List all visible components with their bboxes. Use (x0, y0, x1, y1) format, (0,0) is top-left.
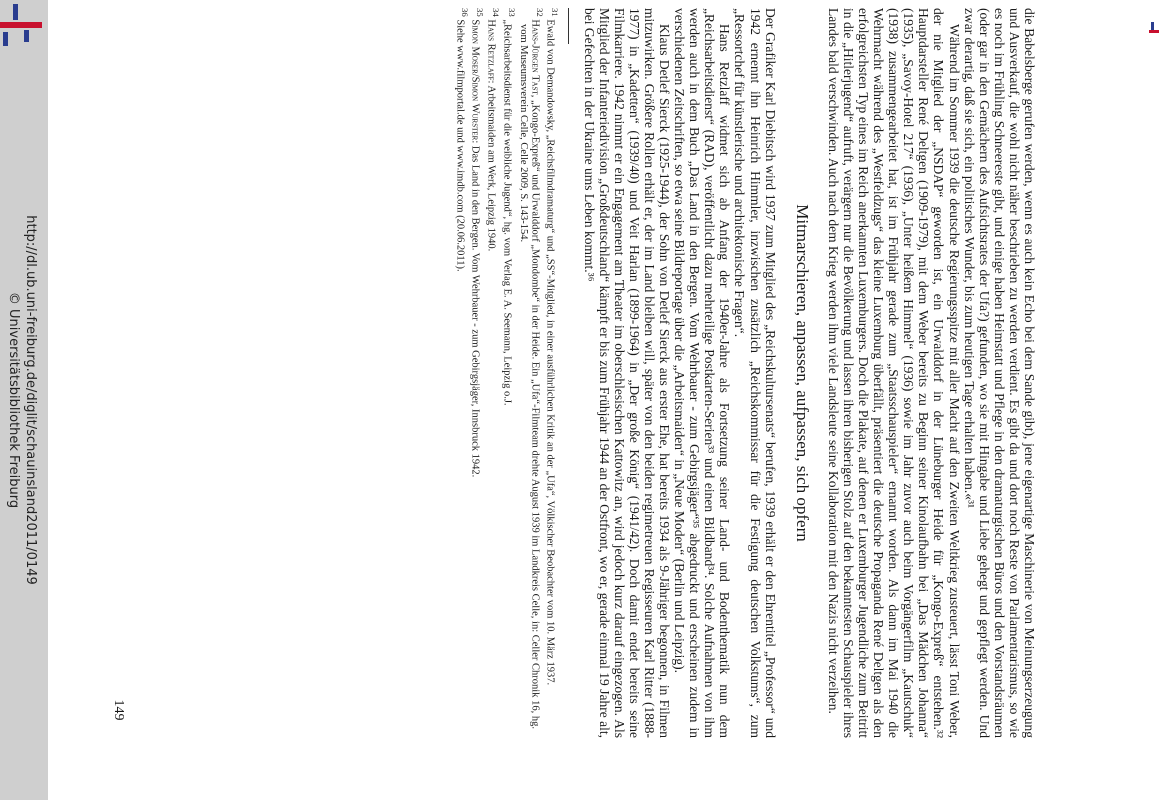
paragraph-weber-deltgen: Während im Sommer 1939 die deutsche Regierungsspitze mit aller Macht auf den Zweiten Weltkrieg zusteuert, lässt Toni Weber, der nie Mitglied der „NSDAP“ geworden ist, ein Urwalddorf in der Lüneburger Heide für „Kongo-Expreß“ entstehen.³² Hauptdarsteller René Deltgen (1909-1979), mit dem Weber bereits zu Beginn seiner Kinolaufbahn bei „Das Mädchen Johanna“ (1935), „Savoy-Hotel 217“ (1936), „Unter heißem Himmel“ (1936) sowie im Jahr zuvor auch beim Vorgängerfilm „Kautschuk“ (1938) zusammengearbeitet hat, ist im Frühjahr gerade zum „Staatsschauspieler“ ernannt worden. Als dann im Mai 1940 die Wehrmacht während des „Westfeldzugs“ das kleine Luxemburg überfällt, präsentiert die deutsche Propaganda René Deltgen als den erfolgreichsten Typ eines im Reich anerkannten Luxemburgers. Doch die Plakate, auf denen er Luxemburger Jugendliche zum Beitritt in die „Hitlerjugend“ aufruft, verärgern nur die Bevölkerung und lassen ihren bisherigen Stolz auf den bekanntesten Schauspieler ihres Landes bald verschwinden. Auch nach dem Krieg werden ihm viele Landsleute seine Kollaboration mit den Nazis nicht verzeihen. (825, 8, 962, 738)
paragraph-sierck: Klaus Detlef Sierck (1925-1944), der Sohn von Detlef Sierck aus erster Ehe, hat bereits 1934 als 9-Jähriger begonnen, in Filmen mitzuwirken. Größere Rollen erhält er, der im Land bleiben will, später von den beiden regimetreuen Regisseuren Karl Ritter (1888-1977) in „Kadetten“ (1939/40) und Veit Harlan (1899-1964) in „Der große König“ (1941/42). Doch damit endet bereits seine Filmkarriere. 1942 nimmt er ein Engagement am Theater im oberschlesischen Kattowitz an, wird jedoch kurz darauf eingezogen. Als Mitglied der Infanteriedivision „Großdeutschland“ kämpft er bis zum Frühjahr 1944 an der Ostfront, wo er, gerade einmal 19 Jahre alt, bei Gefechten in der Ukraine ums Leben kommt.³⁶ (581, 8, 673, 738)
footnote-33: $^{33}$ „Reichsarbeitsdienst für die weibliche Jugend“, hg. vom Verlag E. A. Seemann, Leipzig o.J. (501, 8, 518, 406)
provenance-footer (0, 0, 39, 800)
page-number: 149 (111, 699, 126, 721)
footnote-34: $^{34}$ Hans Retzlaff: Arbeitsmaiden am Werk, Leipzig 1940. (485, 8, 502, 252)
paragraph-diebitsch: Der Grafiker Karl Diebitsch wird 1937 zum Mitglied des „Reichskultursenats“ berufen, 1939 erhält er den Ehrentitel „Professor“ und 1942 ernennt ihn Heinrich Himmler, inzwischen zusätzlich „Reichskommissar für die Festigung deutschen Volkstums“, zum „Ressortchef für künstlerische und architektonische Fragen“. (732, 8, 778, 738)
section-heading: Mitmarschieren, anpassen, aufpassen, sich opfern (792, 204, 812, 542)
footnotes-list (454, 8, 561, 738)
paragraph-retzlaff: Hans Retzlaff widmet sich ab Anfang der 1940er-Jahre als Fortsetzung seiner Land- und Bodenthematik nun dem „Reichsarbeitsdienst“ (RAD), veröffentlicht dazu mehrteilige Postkarten-Serien³³ und einen Bildband³⁴. Solche Aufnahmen von ihm werden auch in dem Buch „Das Land in den Bergen. Vom Wehrbauer - zum Gebirgsjäger“³⁵ abgedruckt und erscheinen zudem in verschiedenen Zeitschriften, so etwa seine Bildreportage über die „Arbeitsmaiden“ in „Neue Moden“ (Berlin und Leipzig). (672, 8, 733, 738)
footnote-32: $^{32}$ Hans-Jürgen Tast, „Kongo-Expreß“ und Urwalddorf „Mondombe“ in der Heide. Ein „Ufa“-Filmteam drehte August 1939 im Landkreis Celle, in: Celler Chronik 16, hg. vom Museumsverein Celle, Celle 2009, S. 143-154. (517, 8, 545, 729)
rotated-scanned-page (6, 0, 1159, 800)
footnote-36: $^{36}$ Siehe www.filmportal.de und www.imdb.com (20.06.2011). (454, 8, 470, 272)
footnote-divider (568, 8, 569, 44)
provenance-url[interactable]: http://dl.ub.uni-freiburg.de/diglit/schauinsland2011/0149 (23, 215, 38, 585)
footnote-31: $^{31}$ Ewald von Demandowsky, „Reichsfilmdramaturg“ und „SS“-Mitglied, in einer ausführlichen Kritik an der „Ufa“, Völkischer Beobachter vom 10. März 1937. (544, 8, 561, 686)
footnote-35: $^{35}$ Simon Moser/Simon Wurster: Das Land in den Bergen. Vom Wehrbauer - zum Gebirgsjäger, Innsbruck 1942. (469, 8, 486, 478)
page-body (454, 8, 1037, 738)
provenance-copyright: © Universitätsbibliothek Freiburg (6, 291, 21, 509)
paragraph-babelsberg: die Babelsberge gerufen werden, wenn es auch kein Echo bei dem Sande gibt), jene eigenartige Maschinerie von Meinungserzeugung und Ausverkauf, die wohl nicht näher beschrieben zu werden verdient. Es gibt da und dort noch Reste von Parlamentarismus, so wie es noch im Frühling Schneereste gibt, und einige haben Heimstatt und Pflege in den dramaturgischen Büros und den Vorstandsräumen (oder gar in den Gemächern des Aufsichtsrates der Ufa?) gefunden, wo sie mit Hingabe und Liebe gehegt und gepflegt werden. Und zwar derartig, daß sie sich, ein politisches Wunder, bis zum heutigen Tage erhalten haben.«³¹ (961, 8, 1037, 738)
